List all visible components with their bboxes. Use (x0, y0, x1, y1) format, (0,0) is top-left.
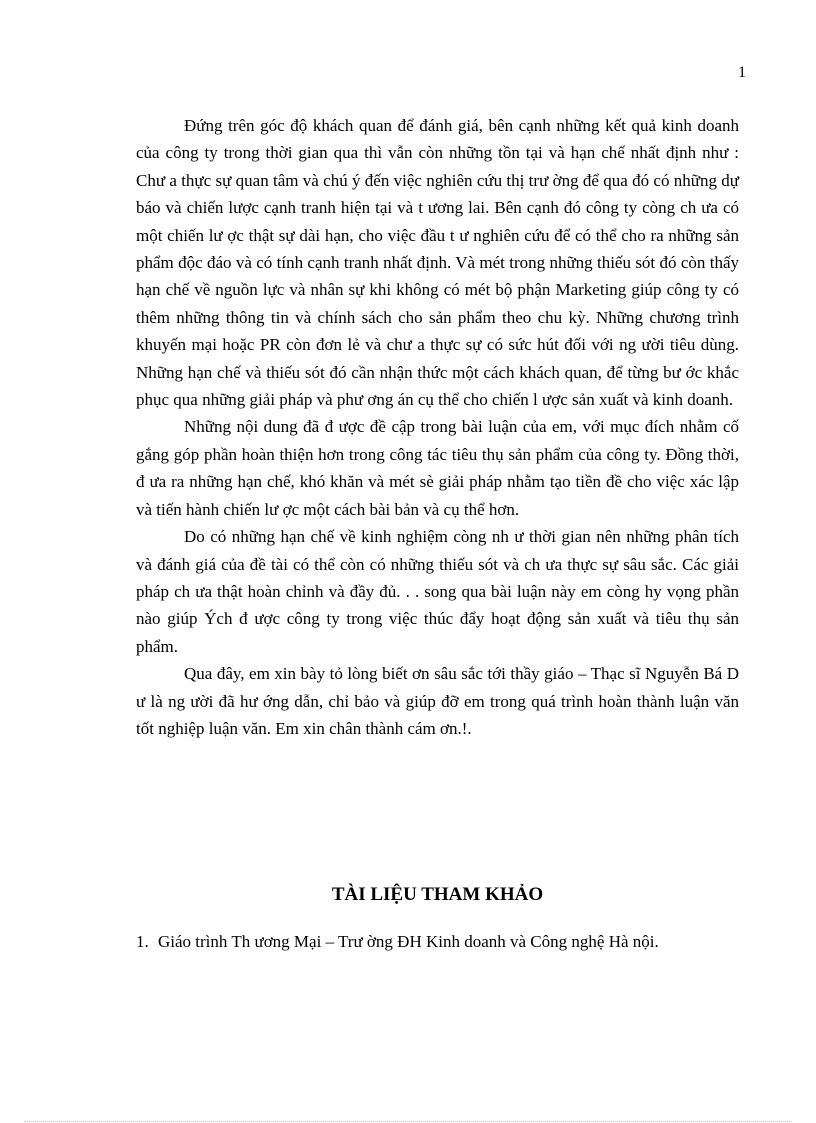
paragraph-limitations: Do có những hạn chế về kinh nghiệm còng nh ư thời gian nên những phân tích và đánh giá của đề tài có thể còn có những thiếu sót và ch ưa thực sự sâu sắc. Các giải pháp ch ưa thật hoàn chỉnh và đầy đủ. . . song qua bài luận này em còng hy vọng phần nào giúp Ých đ ược công ty trong việc thúc đẩy hoạt động sản xuất và tiêu thụ sản phẩm. (136, 527, 739, 656)
reference-number: 1. (136, 932, 149, 951)
page-bottom-divider (24, 1121, 792, 1122)
paragraph-assessment: Đứng trên góc độ khách quan để đánh giá, bên cạnh những kết quả kinh doanh của công ty trong thời gian qua thì vẫn còn những tồn tại và hạn chế nhất định như : Chư a thực sự quan tâm và chú ý đến việc nghiên cứu thị trư ờng để qua đó có những dự báo và chiến lược cạnh tranh hiện tại và t ương lai. Bên cạnh đó công ty còng ch ưa có một chiến lư ợc thật sự dài hạn, cho việc đầu t ư nghiên cứu để có thể cho ra những sản phẩm độc đáo và có tính cạnh tranh nhất định. Và mét trong những thiếu sót đó còn thấy hạn chế về nguồn lực và nhân sự khi không có mét bộ phận Marketing giúp công ty có thêm những thông tin và chính sách cho sản phẩm theo chu kỳ. Những chương trình khuyến mại hoặc PR còn đơn lẻ và chư a thực sự có sức hút đối với ng ười tiêu dùng. Những hạn chế và thiếu sót đó cần nhận thức một cách khách quan, để từng bư ớc khắc phục qua những giải pháp và phư ơng án cụ thể cho chiến l ược sản xuất và kinh doanh. (136, 116, 739, 410)
references-heading: TÀI LIỆU THAM KHẢO (331, 884, 544, 905)
reference-item (136, 928, 739, 956)
paragraph-content-summary: Những nội dung đã đ ược đề cập trong bài luận của em, với mục đích nhằm cố gắng góp phần hoàn thiện hơn trong công tác tiêu thụ sản phẩm của công ty. Đồng thời, đ ưa ra những hạn chế, khó khăn và mét sè giải pháp nhằm tạo tiền đề cho việc xác lập và tiến hành chiến lư ợc một cách bài bản và cụ thể hơn. (136, 417, 739, 519)
body-text (136, 112, 739, 742)
references-list (136, 928, 739, 956)
page-number: 1 (738, 64, 746, 81)
reference-text: Giáo trình Th ương Mại – Trư ờng ĐH Kinh doanh và Công nghệ Hà nội. (158, 932, 659, 951)
paragraph-acknowledgement: Qua đây, em xin bày tỏ lòng biết ơn sâu sắc tới thầy giáo – Thạc sĩ Nguyễn Bá D ư là ng ười đã hư ớng dẫn, chỉ bảo và giúp đỡ em trong quá trình hoàn thành luận văn tốt nghiệp luận văn. Em xin chân thành cám ơn.!. (136, 664, 739, 738)
